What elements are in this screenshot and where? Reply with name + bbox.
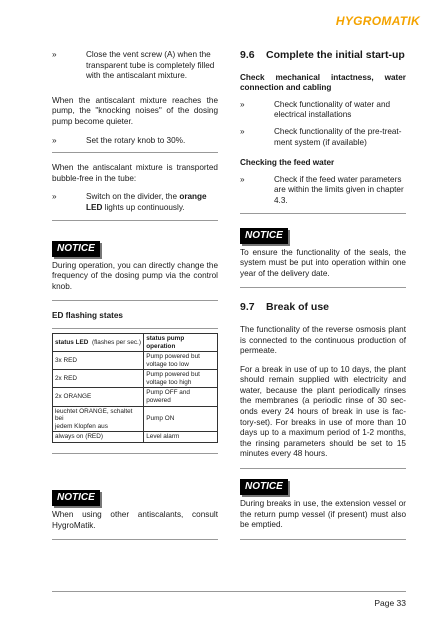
bullet-item bbox=[52, 136, 218, 147]
table-cell: Level alarm bbox=[144, 432, 218, 443]
bullet-text: Check if the feed water parameters are within the limits given in chapter 4.3. bbox=[274, 174, 404, 205]
cell-line: jedem Klopfen aus bbox=[55, 422, 108, 430]
paragraph: For a break in use of up to 10 days, the plant should remain supplied with electricity and water, because the plant periodically rinses the membranes (a periodic rinse of 30 sec-onds every 24 hours of break in use is fac-tory-set). For breaks in use of more than 10 days up to a maximum period of 1-2 months, the rinsing parameters should be set to 15 minutes every 48 hours. bbox=[240, 364, 406, 459]
notice-badge: NOTICE bbox=[52, 490, 100, 506]
table-cell bbox=[144, 370, 218, 388]
notice-text: When using other antiscalants, consult HygroMatik. bbox=[52, 510, 218, 530]
section-subtitle: ED flashing states bbox=[52, 311, 123, 321]
bullet-mark: » bbox=[240, 126, 245, 136]
cell-line: Pump powered but bbox=[146, 371, 200, 379]
divider bbox=[240, 213, 406, 214]
subheading-word: mechanical bbox=[275, 72, 321, 82]
section-heading bbox=[240, 50, 406, 61]
table-cell: 3x RED bbox=[53, 352, 144, 370]
orange-led-label: orange LED bbox=[86, 192, 207, 212]
bullet-item bbox=[240, 100, 406, 121]
table-row bbox=[53, 406, 218, 432]
paragraph: The functionality of the reverse osmosis plant is connected to the continuous production of permeate. bbox=[240, 324, 406, 356]
bullet-text-part: Switch on the divider, the bbox=[86, 192, 180, 202]
bullet-mark: » bbox=[52, 50, 57, 59]
section-title: Break of use bbox=[266, 301, 330, 314]
divider bbox=[240, 468, 406, 469]
notice-badge: NOTICE bbox=[240, 228, 288, 244]
notice-text: To ensure the functionality of the seals, the system must be put into operation within one year of the delivery date. bbox=[240, 247, 406, 278]
table-cell bbox=[53, 406, 144, 432]
page-number: Page 33 bbox=[374, 598, 406, 608]
header-sub-label: (flashes per sec.) bbox=[91, 338, 141, 346]
notice-text: During breaks in use, the extension vessel or the return pump vessel (if present) must also be emptied. bbox=[240, 499, 406, 530]
bullet-text: Close the vent screw (A) when the transparent tube is completely filled with the antiscalant mixture. bbox=[86, 50, 215, 81]
divider bbox=[240, 539, 406, 540]
cell-line: leuchtet ORANGE, schaltet bei bbox=[55, 407, 133, 423]
divider bbox=[52, 453, 218, 454]
led-status-table bbox=[52, 333, 218, 443]
divider bbox=[52, 300, 218, 301]
table-header: status pump operation bbox=[144, 333, 218, 351]
table-row bbox=[53, 370, 218, 388]
section-number: 9.6 bbox=[240, 49, 255, 61]
notice-badge: NOTICE bbox=[52, 241, 100, 257]
bullet-mark: » bbox=[240, 99, 245, 109]
bullet-item bbox=[52, 50, 218, 82]
bullet-text: Check functionality of the pre-treat-ment system (if available) bbox=[274, 126, 402, 147]
section-number: 9.7 bbox=[240, 301, 255, 314]
table-cell: Pump ON bbox=[144, 406, 218, 432]
table-row bbox=[53, 432, 218, 443]
notice-text: During operation, you can directly change the frequency of the dosing pump via the control knob. bbox=[52, 260, 218, 291]
bullet-text: Check functionality of water and electrical installations bbox=[274, 99, 391, 120]
footer-divider bbox=[52, 591, 406, 592]
bullet-item bbox=[240, 127, 406, 148]
bullet-mark: » bbox=[52, 135, 57, 145]
divider bbox=[52, 539, 218, 540]
table-header-row bbox=[53, 333, 218, 351]
notice-badge: NOTICE bbox=[240, 479, 288, 495]
subheading: Checking the feed water bbox=[240, 158, 335, 168]
header-label: status LED bbox=[55, 338, 89, 346]
subheading-line bbox=[240, 73, 406, 84]
bullet-mark: » bbox=[52, 192, 57, 202]
bullet-item bbox=[52, 192, 218, 213]
hygromatik-logo: HYGROMATIK bbox=[335, 14, 420, 28]
divider bbox=[240, 287, 406, 288]
paragraph: When the antiscalant mixture is transported bubble-free in the tube: bbox=[52, 163, 218, 183]
table-row bbox=[53, 388, 218, 406]
bullet-text bbox=[86, 192, 218, 213]
right-column bbox=[240, 50, 406, 550]
divider bbox=[52, 220, 218, 221]
cell-line: voltage too low bbox=[146, 360, 189, 368]
bullet-item bbox=[240, 175, 406, 207]
cell-line: voltage too high bbox=[146, 378, 192, 386]
section-heading bbox=[240, 302, 406, 313]
subheading-word: intactness, bbox=[330, 72, 374, 82]
subheading-word: Check bbox=[240, 72, 265, 82]
table-cell: Pump OFF and powered bbox=[144, 388, 218, 406]
bullet-mark: » bbox=[240, 174, 245, 184]
paragraph: When the antiscalant mixture reaches the pump, the "knocking noises" of the dosing pump become quieter. bbox=[52, 95, 218, 126]
table-cell: 2x ORANGE bbox=[53, 388, 144, 406]
subheading: connection and cabling bbox=[240, 83, 332, 93]
bullet-text: Set the rotary knob to 30%. bbox=[86, 135, 186, 145]
table-cell: 2x RED bbox=[53, 370, 144, 388]
cell-line: Pump powered but bbox=[146, 353, 200, 361]
bullet-text-part: lights up continuously. bbox=[102, 202, 185, 212]
left-column bbox=[52, 50, 218, 550]
table-cell: always on (RED) bbox=[53, 432, 144, 443]
table-row bbox=[53, 352, 218, 370]
table-cell bbox=[144, 352, 218, 370]
section-title: Complete the initial start-up bbox=[266, 49, 405, 61]
divider bbox=[52, 152, 218, 153]
table-header bbox=[53, 333, 144, 351]
subheading-word: water bbox=[384, 72, 406, 82]
divider bbox=[52, 328, 218, 329]
